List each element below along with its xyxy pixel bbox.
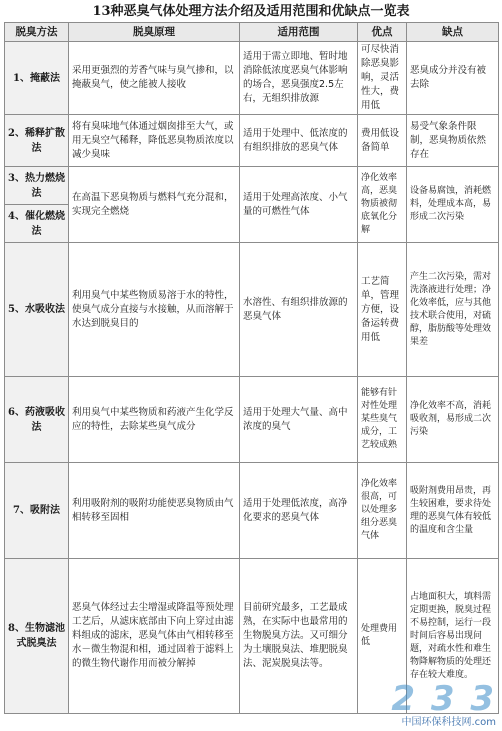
pros-cell: 工艺简单，管理方便，设备运转费用低 [358, 243, 407, 377]
cons-cell: 净化效率不高，消耗吸收剂，易形成二次污染 [407, 377, 499, 463]
method-cell: 3、热力燃烧法 [5, 167, 69, 205]
pros-cell: 净化效率很高，可以处理多组分恶臭气体 [358, 463, 407, 559]
table-header-row [5, 23, 499, 42]
principle-cell: 在高温下恶臭物质与燃料气充分混和，实现完全燃烧 [69, 167, 240, 243]
scope-cell: 适用于处理大气量、高中浓度的臭气 [240, 377, 358, 463]
method-cell: 7、吸附法 [5, 463, 69, 559]
principle-cell: 利用臭气中某些物质和药液产生化学反应的特性，去除某些臭气成分 [69, 377, 240, 463]
cons-cell: 占地面积大，填料需定期更换，脱臭过程不易控制，运行一段时间后容易出现问题，对疏水性和难生物降解物质的处理还存在较大难度。 [407, 559, 499, 714]
pros-cell: 可尽快消除恶臭影响，灵活性大，费用低 [358, 42, 407, 115]
table-row [5, 115, 499, 167]
principle-cell: 利用臭气中某些物质易溶于水的特性，使臭气成分直接与水接触，从而溶解于水达到脱臭目的 [69, 243, 240, 377]
principle-cell: 恶臭气体经过去尘增湿或降温等预处理工艺后，从滤床底部由下向上穿过由滤料组成的滤床，恶臭气体由气相转移至水－微生物混和相，通过固着于滤料上的微生物代谢作用而被分解掉 [69, 559, 240, 714]
pros-cell: 费用低设备简单 [358, 115, 407, 167]
scope-cell: 目前研究最多，工艺最成熟，在实际中也最常用的生物脱臭方法。又可细分为土壤脱臭法、堆肥脱臭法、泥炭脱臭法等。 [240, 559, 358, 714]
scope-cell: 适用于处理高浓度、小气量的可燃性气体 [240, 167, 358, 243]
cons-cell: 吸附剂费用昂贵，再生较困难，要求待处理的恶臭气体有较低的温度和含尘量 [407, 463, 499, 559]
page-title: 13种恶臭气体处理方法介绍及适用范围和优缺点一览表 [92, 4, 410, 19]
scope-cell: 水溶性、有组织排放源的恶臭气体 [240, 243, 358, 377]
cons-cell: 产生二次污染，需对洗涤液进行处理；净化效率低，应与其他技术联合使用，对硫醇，脂肪酸等处理效果差 [407, 243, 499, 377]
methods-table [4, 22, 499, 714]
watermark-site-name: 中国环保科技网.com [401, 717, 496, 728]
pros-cell: 能够有针对性处理某些臭气成分，工艺较成熟 [358, 377, 407, 463]
method-cell: 6、药液吸收法 [5, 377, 69, 463]
header-method: 脱臭方法 [5, 23, 69, 42]
table-row [5, 559, 499, 714]
cons-cell: 设备易腐蚀，消耗燃料，处理成本高，易形成二次污染 [407, 167, 499, 243]
header-cons: 缺点 [407, 23, 499, 42]
scope-cell: 适用于处理中、低浓度的有组织排放的恶臭气体 [240, 115, 358, 167]
method-cell: 2、稀释扩散法 [5, 115, 69, 167]
pros-cell: 净化效率高，恶臭物质被彻底氧化分解 [358, 167, 407, 243]
principle-cell: 采用更强烈的芳香气味与臭气掺和，以掩蔽臭气，使之能被人接收 [69, 42, 240, 115]
watermark-logo-digits: 2 3 3 [391, 679, 496, 719]
header-scope: 适用范围 [240, 23, 358, 42]
header-principle: 脱臭原理 [69, 23, 240, 42]
method-cell: 4、催化燃烧法 [5, 205, 69, 243]
table-row [5, 463, 499, 559]
pros-cell: 处理费用低 [358, 559, 407, 714]
method-cell: 8、生物滤池式脱臭法 [5, 559, 69, 714]
table-row [5, 377, 499, 463]
cons-cell: 恶臭成分并没有被去除 [407, 42, 499, 115]
principle-cell: 将有臭味地气体通过烟囱排至大气，或用无臭空气稀释，降低恶臭物质浓度以减少臭味 [69, 115, 240, 167]
table-row [5, 42, 499, 115]
table-row [5, 243, 499, 377]
scope-cell: 适用于处理低浓度，高净化要求的恶臭气体 [240, 463, 358, 559]
cons-cell: 易受气象条件限制，恶臭物质依然存在 [407, 115, 499, 167]
principle-cell: 利用吸附剂的吸附功能使恶臭物质由气相转移至固相 [69, 463, 240, 559]
method-cell: 5、水吸收法 [5, 243, 69, 377]
header-pros: 优点 [358, 23, 407, 42]
table-row [5, 167, 499, 205]
scope-cell: 适用于需立即地、暂时地消除低浓度恶臭气体影响的场合，恶臭强度2.5左右，无组织排放源 [240, 42, 358, 115]
method-cell: 1、掩蔽法 [5, 42, 69, 115]
